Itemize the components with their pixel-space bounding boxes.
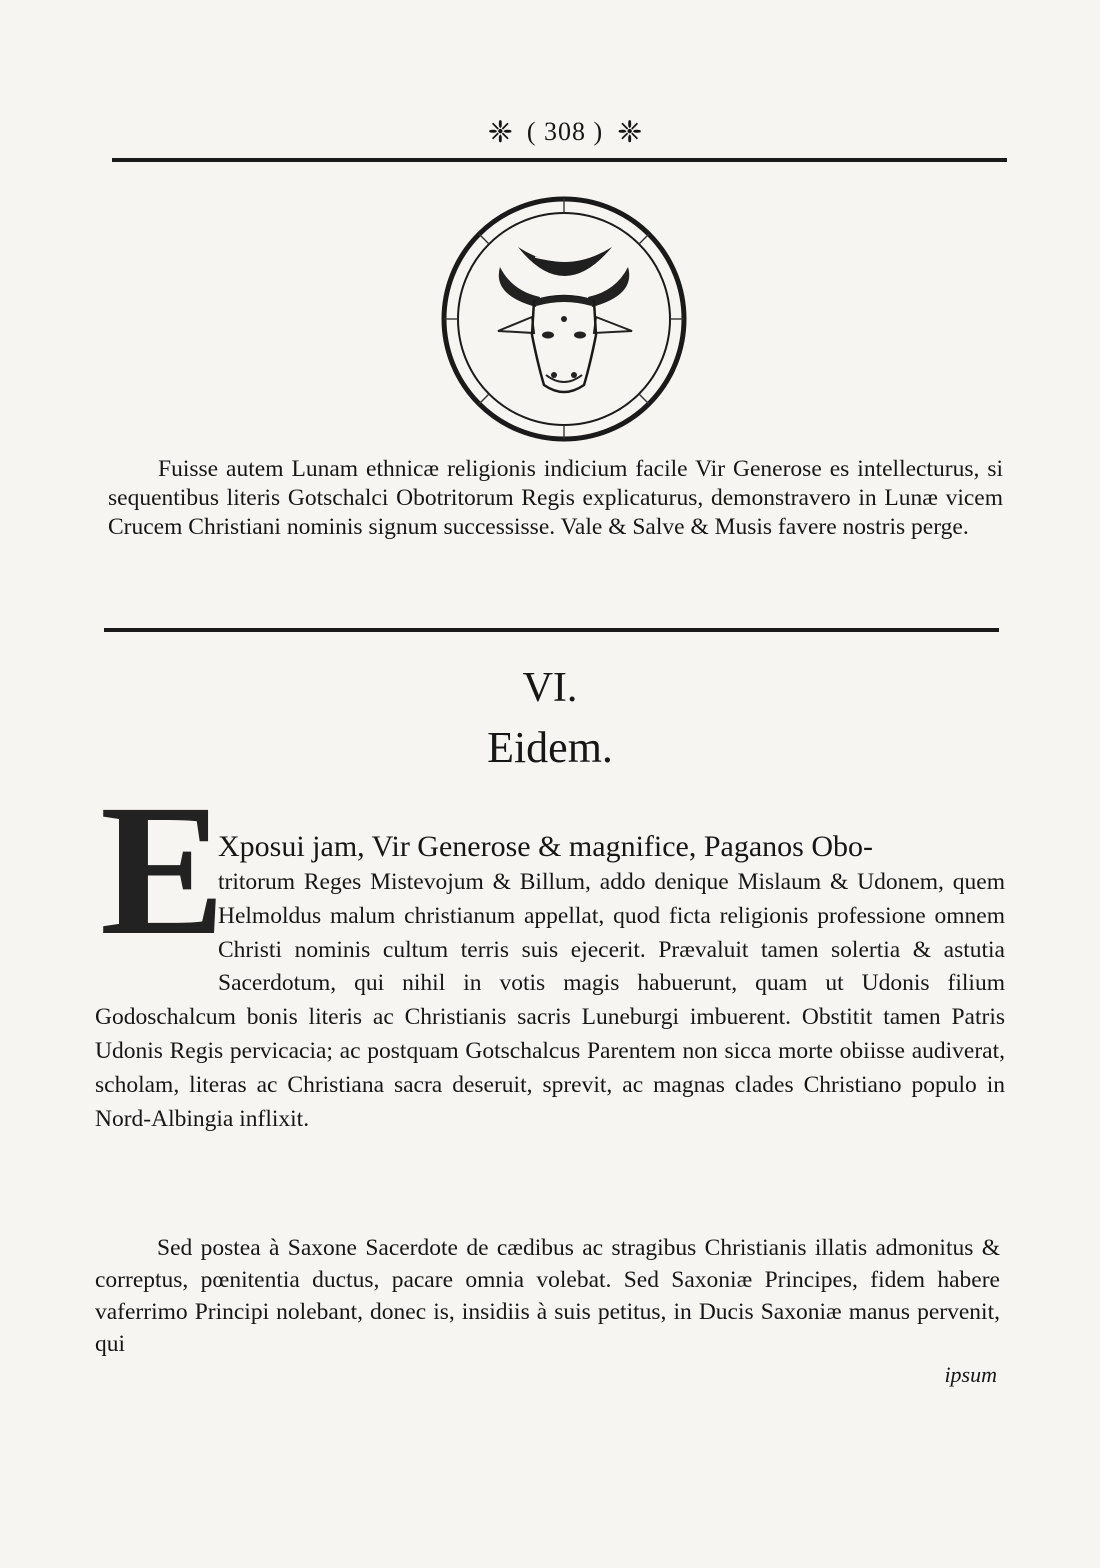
- ornament-left-icon: ❈: [487, 115, 513, 149]
- page-number: ( 308 ): [526, 117, 604, 146]
- closing-paragraph: Fuisse autem Lunam ethnicæ religionis indicium facile Vir Generose es intellecturus, si sequentibus literis Gotschalci Obotritorum Regis explicaturus, demonstravero in Lunæ vicem Crucem Christiani nominis signum successisse. Vale & Salve & Musis favere nostris perge.: [108, 456, 1003, 540]
- catchword: ipsum: [944, 1362, 997, 1387]
- letter-body-paragraph: [95, 866, 1005, 1136]
- header-rule: [112, 158, 1007, 162]
- letter-opening-line: Xposui jam, Vir Generose & magnifice, Paganos Obo-: [218, 830, 874, 863]
- second-letter-paragraph: Sed postea à Saxone Sacerdote de cædibus ac stragibus Christianis illatis admonitus & correptus, pœnitentia ductus, pacare omnia volebat. Sed Saxoniæ Principes, fidem habere vaferrimo Principi nolebant, donec is, insidiis à suis petitus, in Ducis Saxoniæ manus pervenit, qui: [95, 1235, 1000, 1357]
- section-title: Eidem.: [487, 723, 613, 772]
- section-rule: [104, 628, 999, 632]
- moon-bull-emblem-icon: [440, 195, 688, 443]
- ornament-right-icon: ❈: [617, 115, 643, 149]
- page-header: [420, 112, 710, 152]
- letter-body-text: tritorum Reges Mistevojum & Billum, addo denique Mislaum & Udonem, quem Helmoldus malum christianum appellat, quod ficta religionis professione omnem Christi nominis cultum terris suis ejecerit. Prævaluit tamen solertia & astutia Sacerdotum, qui nihil in votis magis habuerunt, quam ut Udonis filium Godoschalcum bonis literis ac Christianis sacris Luneburgi imbuerent. Obstitit tamen Patris Udonis Regis pervicacia; ac postquam Gotschalcus Parentem non sicca morte obiisse audiverat, scholam, literas ac Christiana sacra deseruit, sprevit, ac magnas clades Christiano populo in Nord-Albingia inflixit.: [95, 869, 1005, 1132]
- section-number: VI.: [522, 665, 578, 711]
- drop-cap: E: [100, 765, 226, 974]
